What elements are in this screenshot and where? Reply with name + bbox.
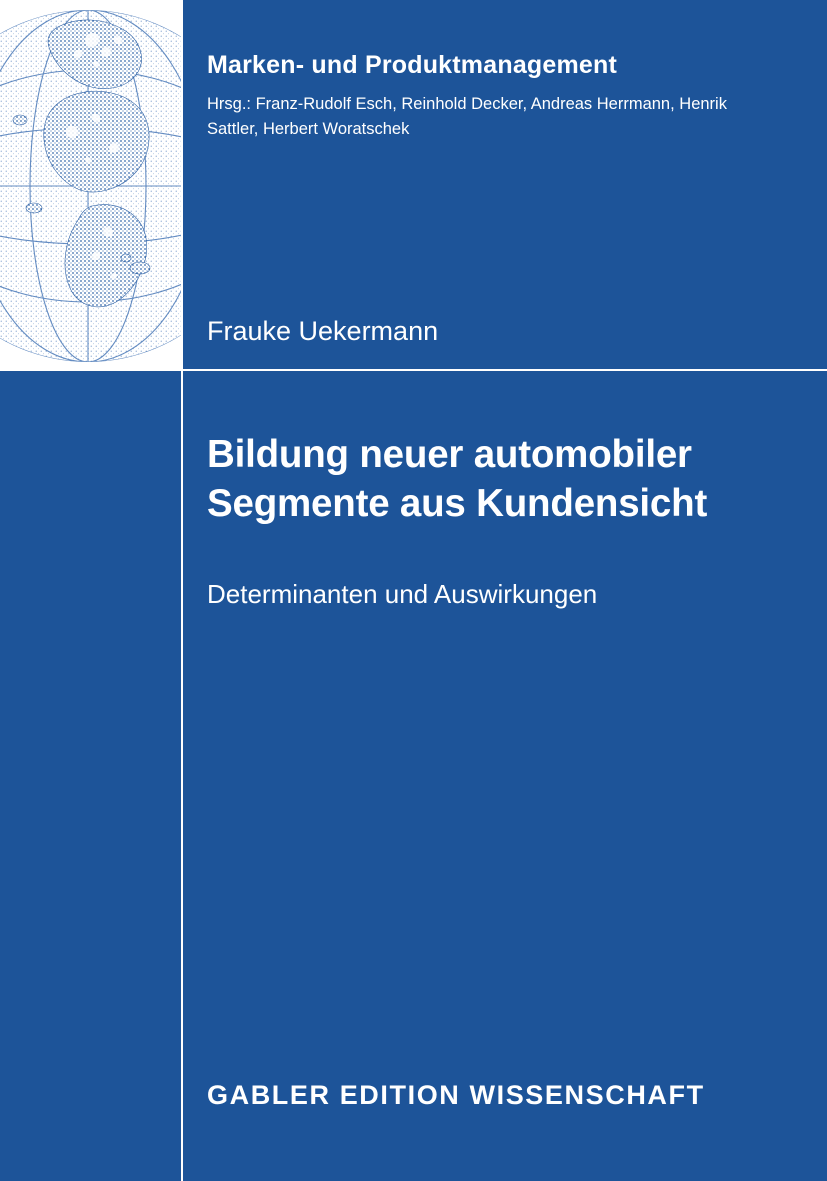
subtitle: Determinanten und Auswirkungen — [207, 579, 598, 609]
title-line-1: Bildung neuer automobiler — [207, 433, 692, 476]
series-title: Marken- und Produktmanagement — [207, 51, 618, 79]
series-editors: Hrsg.: Franz-Rudolf Esch, Reinhold Decker, Andreas Herrmann, Henrik Sattler, Herbert Woratschek — [207, 95, 727, 138]
globe-stipple-icon — [0, 0, 182, 369]
title-line-2: Segmente aus Kundensicht — [207, 481, 708, 525]
globe-illustration-panel — [0, 0, 182, 369]
publisher-imprint: GABLER EDITION WISSENSCHAFT — [207, 1080, 705, 1110]
page-title — [207, 431, 807, 529]
divider-vertical — [181, 0, 183, 1181]
divider-horizontal — [0, 369, 827, 371]
author-name: Frauke Uekermann — [207, 316, 439, 346]
